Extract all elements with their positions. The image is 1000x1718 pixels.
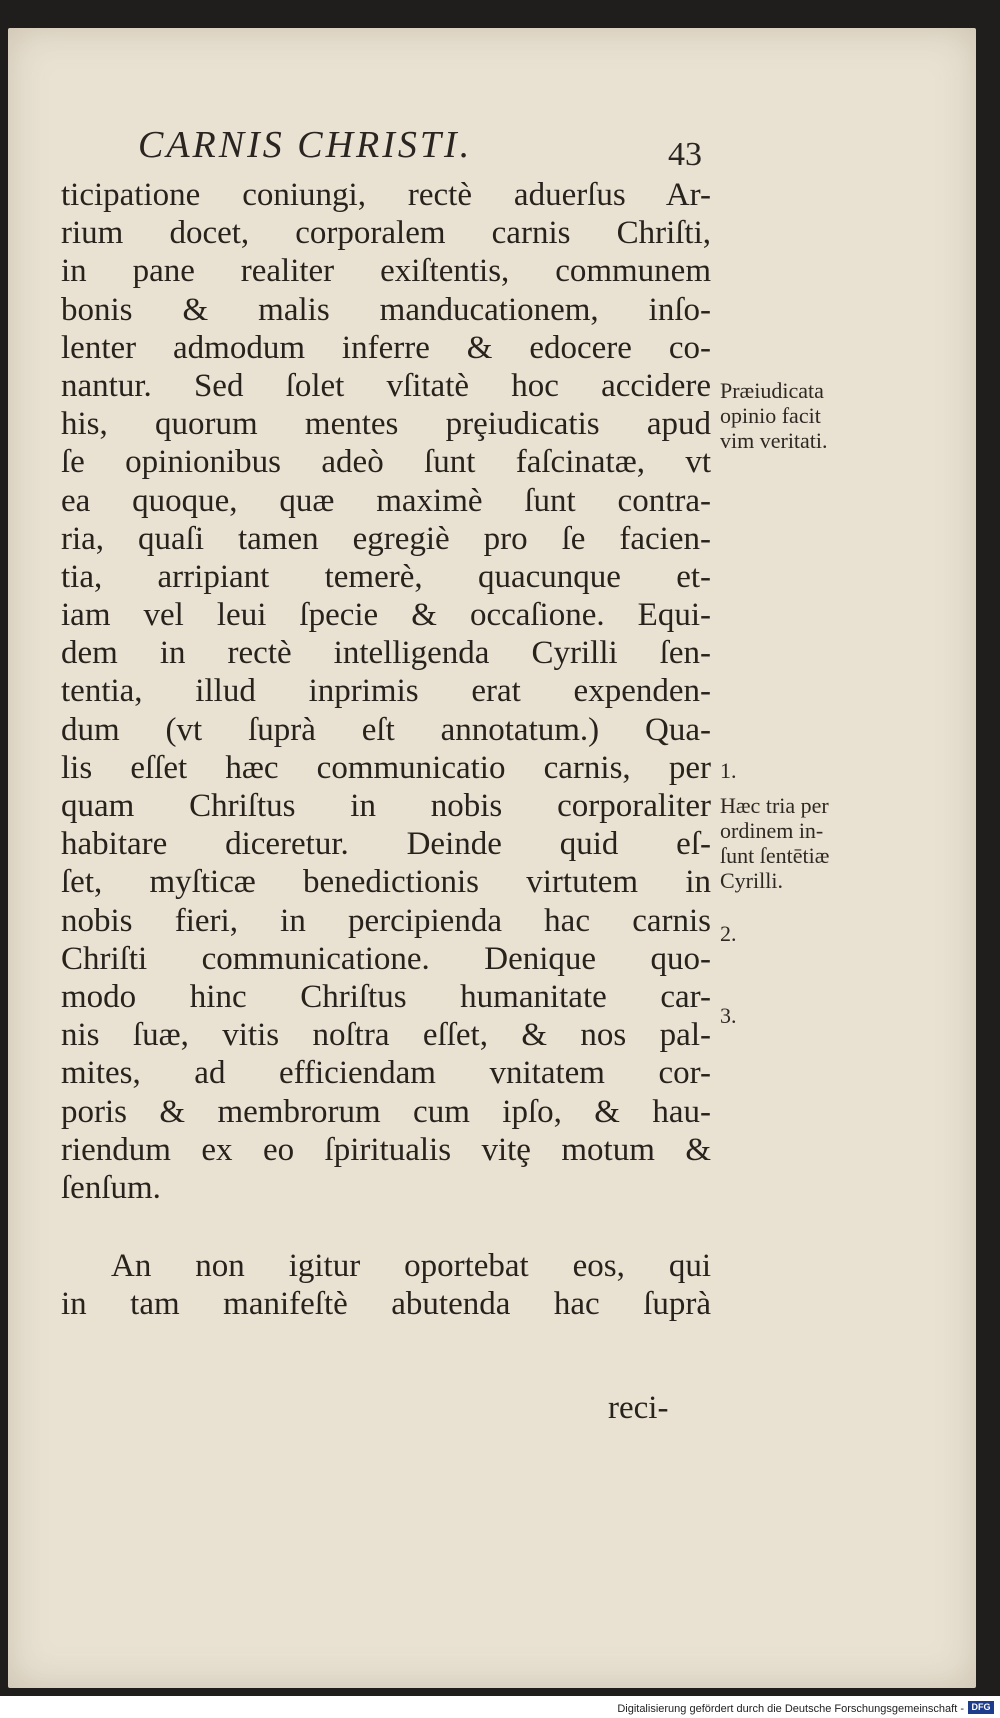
text-line: lis eſſet hæc communicatio carnis, per [61, 749, 711, 786]
text-line: in tam manifeſtè abutenda hac ſuprà [61, 1286, 711, 1323]
text-line: rium docet, corporalem carnis Chriſti, [61, 215, 711, 252]
funding-credit: Digitalisierung gefördert durch die Deutsche Forschungsgemeinschaft - [617, 1703, 964, 1715]
main-text-block [61, 176, 711, 1323]
margin-note-three-points [720, 793, 829, 893]
paragraph-gap [61, 1207, 711, 1247]
margin-numeral-2: 2. [720, 921, 737, 946]
book-page [8, 28, 976, 1688]
text-line: nis ſuæ, vitis noſtra eſſet, & nos pal- [61, 1017, 711, 1054]
text-line: ria, quaſi tamen egregiè pro ſe facien- [61, 520, 711, 557]
margin-note-line: ſunt ſentētiæ [720, 843, 830, 868]
text-line: ſenſum. [61, 1169, 161, 1206]
text-line: quam Chriſtus in nobis corporaliter [61, 788, 711, 824]
margin-note-line: Hæc tria per [720, 793, 829, 818]
margin-note-line: Præiudicata [720, 378, 824, 403]
margin-note-line: opinio facit [720, 403, 821, 428]
catchword: reci- [608, 1390, 669, 1426]
text-line: iam vel leui ſpecie & occaſione. Equi- [61, 597, 711, 634]
dfg-logo-icon: DFG [968, 1701, 994, 1714]
text-line: mites, ad efficiendam vnitatem cor- [61, 1055, 711, 1092]
text-line: bonis & malis manducationem, inſo- [61, 291, 711, 328]
text-line: ticipatione coniungi, rectè aduerſus Ar- [61, 177, 711, 213]
text-line: Chriſti communicatione. Denique quo- [61, 940, 711, 977]
text-line: in pane realiter exiſtentis, communem [61, 253, 711, 290]
text-line: nantur. Sed ſolet vſitatè hoc accidere [61, 367, 711, 404]
text-line: riendum ex eo ſpiritualis vitȩ motum & [61, 1131, 711, 1168]
text-line: ſe opinionibus adeò ſunt faſcinatæ, vt [61, 444, 711, 481]
digitization-footer [0, 1696, 1000, 1718]
margin-note-line: Cyrilli. [720, 868, 783, 893]
text-line: lenter admodum inferre & edocere co- [61, 329, 711, 366]
text-line: dum (vt ſuprà eſt annotatum.) Qua- [61, 711, 711, 748]
text-line: habitare diceretur. Deinde quid eſ- [61, 826, 711, 863]
text-line: modo hinc Chriſtus humanitate car- [61, 978, 711, 1015]
text-line: dem in rectè intelligenda Cyrilli ſen- [61, 635, 711, 672]
margin-numeral-3: 3. [720, 1003, 737, 1028]
margin-note-line: ordinem in- [720, 818, 824, 843]
text-line: ea quoque, quæ maximè ſunt contra- [61, 482, 711, 519]
margin-numeral-1: 1. [720, 758, 737, 783]
text-line: nobis fieri, in percipienda hac carnis [61, 902, 711, 939]
running-head: CARNIS CHRISTI. [138, 124, 473, 166]
text-line: his, quorum mentes prȩiudicatis apud [61, 406, 711, 443]
margin-note-prejudice [720, 378, 828, 453]
text-line: tia, arripiant temerè, quacunque et- [61, 558, 711, 595]
text-line: An non igitur oportebat eos, qui [111, 1248, 711, 1285]
text-line: ſet, myſticæ benedictionis virtutem in [61, 864, 711, 901]
page-number: 43 [668, 136, 702, 173]
margin-note-line: vim veritati. [720, 428, 828, 453]
text-line: tentia, illud inprimis erat expenden- [61, 673, 711, 710]
text-line: poris & membrorum cum ipſo, & hau- [61, 1093, 711, 1130]
